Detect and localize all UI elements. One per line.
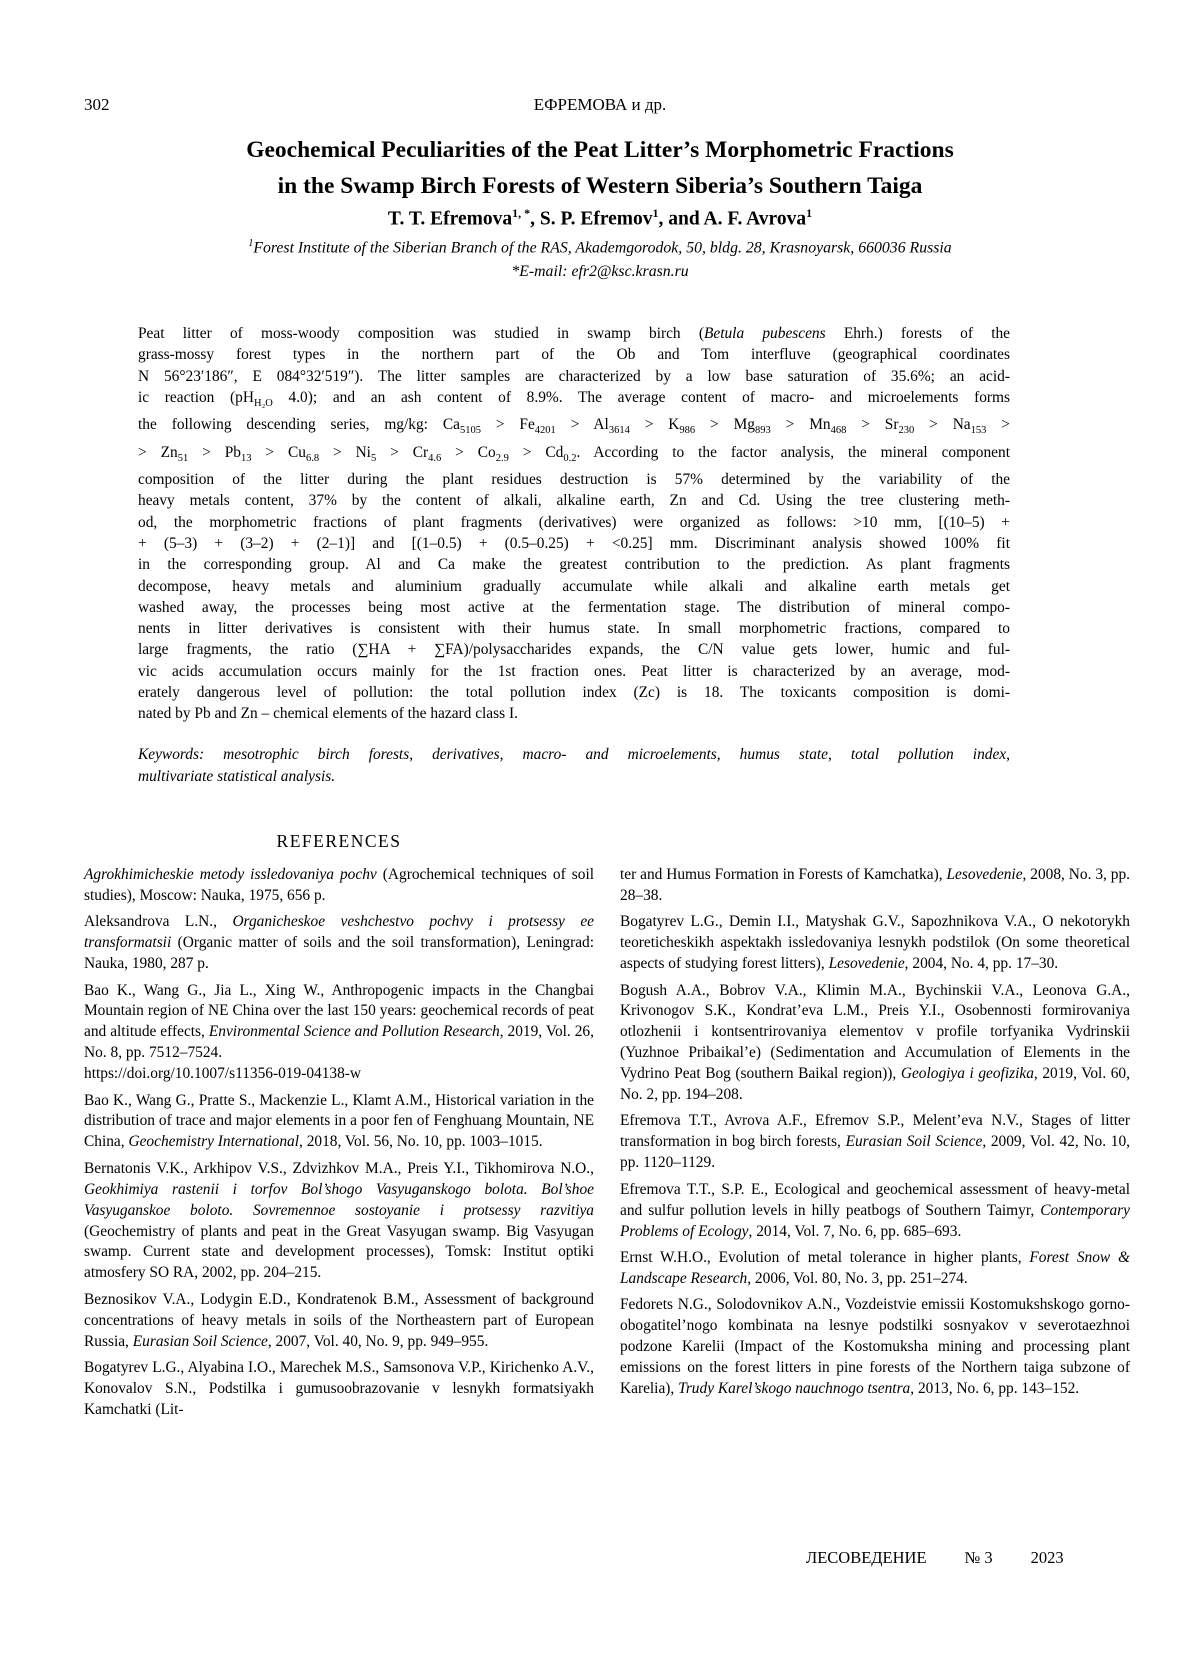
text-line: washed away, the processes being most active at the fermentation stage. The distribution of mineral compo-: [138, 598, 1010, 616]
reference-entry: Fedorets N.G., Solodovnikov A.N., Vozdeistvie emissii Kostomukshskogo gorno-obogatitel’nogo kombinata na lesnye podstilki sosnyakov v severotaezhnoi podzone Karelii (Impact of the Kostomuksha mining and processing plant emissions on the forest litters in pine forests of the Northern taiga subzone of Karelia), Trudy Karel’skogo nauchnogo tsentra, 2013, No. 6, pp. 143–152.: [620, 1296, 1130, 1397]
running-head: [84, 95, 1116, 115]
page-number: 302: [84, 95, 110, 114]
text-line: N 56°23′186″, E 084°32′519″). The litter samples are characterized by a low base saturation of 35.6%; an acid-: [138, 367, 1010, 385]
reference-entry: ter and Humus Formation in Forests of Kamchatka), Lesovedenie, 2008, No. 3, pp. 28–38.: [620, 866, 1130, 904]
reference-entry: Bao K., Wang G., Pratte S., Mackenzie L., Klamt A.M., Historical variation in the distribution of trace and major elements in a poor fen of Fenghuang Mountain, NE China, Geochemistry International, 2018, Vol. 56, No. 10, pp. 1003–1015.: [84, 1091, 594, 1151]
abstract: [138, 323, 1010, 725]
reference-entry: Agrokhimicheskie metody issledovaniya pochv (Agrochemical techniques of soil studies), Moscow: Nauka, 1975, 656 p.: [84, 866, 594, 904]
reference-entry: Efremova T.T., Avrova A.F., Efremov S.P., Melent’eva N.V., Stages of litter transformation in bog birch forests, Eurasian Soil Science, 2009, Vol. 42, No. 10, pp. 1120–1129.: [620, 1112, 1130, 1172]
text-line: vic acids accumulation occurs mainly for the 1st fraction ones. Peat litter is characterized by an average, mod-: [138, 662, 1010, 680]
reference-entry: Bernatonis V.K., Arkhipov V.S., Zdvizhkov M.A., Preis Y.I., Tikhomirova N.O., Geokhimiya rastenii i torfov Bol’shogo Vasyuganskogo bolota. Bol’shoe Vasyuganskoe boloto. Sovremennoe sostoyanie i protsessy razvitiya (Geochemistry of plants and peat in the Great Vasyugan swamp. Big Vasyugan swamp. Current state and development processes), Tomsk: Institut optiki atmosfery SO RA, 2002, pp. 204–215.: [84, 1159, 594, 1282]
text-line: > $Zn_{51} > Pb_{13} > Cu_{6.8} > Ni_5 > Cr_{4.6} > Co_{2.9} > Cd_{0.2}$. According to the factor analysis, the mineral component: [138, 443, 1010, 464]
reference-entry: Bogush A.A., Bobrov V.A., Klimin M.A., Bychinskii V.A., Leonova G.A., Krivonogov S.K., Kondrat’eva L.M., Preis Y.I., Osobennosti formirovaniya otlozhenii i kontsentrirovaniya elementov v profile torfyanika Vydrinskii (Yuzhnoe Pribaikal’e) (Sedimentation and Accumulation of Elements in the Vydrino Peat Bog (southern Baikal region)), Geologiya i geofizika, 2019, Vol. 60, No. 2, pp. 194–208.: [620, 981, 1130, 1104]
references-left-column: [84, 831, 594, 1426]
references-heading: REFERENCES: [276, 831, 402, 851]
keywords: [138, 744, 1010, 787]
text-line: large fragments, the ratio (∑HA + ∑FA)/polysaccharides expands, the C/N value gets lower, humic and ful-: [138, 641, 1010, 659]
article-title-line-2: in the Swamp Birch Forests of Western Siberia’s Southern Taiga: [277, 173, 923, 199]
text-line: grass-mossy forest types in the northern part of the Ob and Tom interfluve (geographical coordinates: [138, 346, 1010, 364]
reference-entry: Bao K., Wang G., Jia L., Xing W., Anthropogenic impacts in the Changbai Mountain region of NE China over the last 150 years: geochemical records of peat and altitude effects, Environmental Science and Pollution Research, 2019, Vol. 26, No. 8, pp. 7512–7524. https://doi.org/10.1007/s11356-019-04138-w: [84, 981, 594, 1083]
email-line: *E-mail: efr2@ksc.krasn.ru: [511, 263, 689, 280]
text-line: od, the morphometric fractions of plant fragments (derivatives) were organized as follows: >10 mm, [(10–5) +: [138, 513, 1010, 531]
reference-entry: Aleksandrova L.N., Organicheskoe veshchestvo pochvy i protsessy ee transformatsii (Organic matter of soils and the soil transformation), Leningrad: Nauka, 1980, 287 p.: [84, 913, 594, 973]
article-title: [50, 132, 1150, 204]
text-line: Keywords: mesotrophic birch forests, derivatives, macro- and microelements, humus state, total pollution index,: [138, 746, 1010, 763]
issue-number: № 3: [964, 1548, 993, 1567]
text-line: heavy metals content, 37% by the content of alkali, alkaline earth, Zn and Cd. Using the tree clustering meth-: [138, 492, 1010, 510]
affiliation-line: $^1$Forest Institute of the Siberian Branch of the RAS, Akademgorodok, 50, bldg. 28, Krasnoyarsk, 660036 Russia: [248, 238, 952, 257]
text-line: composition of the litter during the plant residues destruction is 57% determined by the variability of the: [138, 471, 1010, 489]
text-line: nated by Pb and Zn – chemical elements of the hazard class I.: [138, 705, 518, 723]
text-line: nents in litter derivatives is consistent with their humus state. In small morphometric fractions, compared to: [138, 620, 1010, 638]
reference-entry: Bogatyrev L.G., Alyabina I.O., Marechek M.S., Samsonova V.P., Kirichenko A.V., Konovalov S.N., Podstilka i gumusoobrazovanie v lesnykh formatsiyakh Kamchatki (Lit-: [84, 1358, 594, 1418]
text-line: erately dangerous level of pollution: the total pollution index (Zc) is 18. The toxicants composition is domi-: [138, 683, 1010, 701]
references-right-column: [620, 831, 1130, 1426]
authors-line: T. T. Efremova$^{1, *}$, S. P. Efremov$^1$, and A. F. Avrova$^1$: [387, 206, 813, 230]
article-title-line-1: Geochemical Peculiarities of the Peat Litter’s Morphometric Fractions: [246, 137, 954, 163]
text-line: in the corresponding group. Al and Ca make the greatest contribution to the prediction. As plant fragments: [138, 556, 1010, 574]
text-line: the following descending series, mg/kg: $Ca_{5105} > Fe_{4201} > Al_{3614} > K_{986} > Mg_{893} > Mn_{468} > Sr_{230} > Na_{153}$ >: [138, 416, 1010, 437]
reference-entry: Ernst W.H.O., Evolution of metal tolerance in higher plants, Forest Snow & Landscape Research, 2006, Vol. 80, No. 3, pp. 251–274.: [620, 1248, 1130, 1287]
reference-entry: Bogatyrev L.G., Demin I.I., Matyshak G.V., Sapozhnikova V.A., O nekotorykh teoreticheskikh aspektakh issledovaniya lesnykh podstilok (On some theoretical aspects of studying forest litters), Lesovedenie, 2004, No. 4, pp. 17–30.: [620, 913, 1130, 973]
text-line: multivariate statistical analysis.: [138, 767, 336, 785]
running-title: ЕФРЕМОВА и др.: [533, 95, 667, 114]
year: 2023: [1030, 1548, 1064, 1567]
text-line: ic reaction ($pH_{H_2O}$ 4.0); and an ash content of 8.9%. The average content of macro- and microelements forms: [138, 388, 1010, 409]
text-line: decompose, heavy metals and aluminium gradually accumulate while alkali and alkaline earth metals get: [138, 577, 1010, 595]
reference-entry: Beznosikov V.A., Lodygin E.D., Kondratenok B.M., Assessment of background concentrations of heavy metals in soils of the Northeastern part of European Russia, Eurasian Soil Science, 2007, Vol. 40, No. 9, pp. 949–955.: [84, 1290, 594, 1350]
journal-name: ЛЕСОВЕДЕНИЕ: [806, 1548, 927, 1567]
text-line: Peat litter of moss-woody composition was studied in swamp birch (Betula pubescens Ehrh.) forests of the: [138, 325, 1010, 342]
references-section: [84, 831, 1130, 1426]
text-line: + (5–3) + (3–2) + (2–1)] and [(1–0.5) + (0.5–0.25) + <0.25] mm. Discriminant analysis showed 100% fit: [138, 534, 1010, 552]
journal-footer: [806, 1548, 1064, 1568]
reference-entry: Efremova T.T., S.P. E., Ecological and geochemical assessment of heavy-metal and sulfur pollution levels in hilly peatbogs of Southern Taimyr, Contemporary Problems of Ecology, 2014, Vol. 7, No. 6, pp. 685–693.: [620, 1180, 1130, 1240]
